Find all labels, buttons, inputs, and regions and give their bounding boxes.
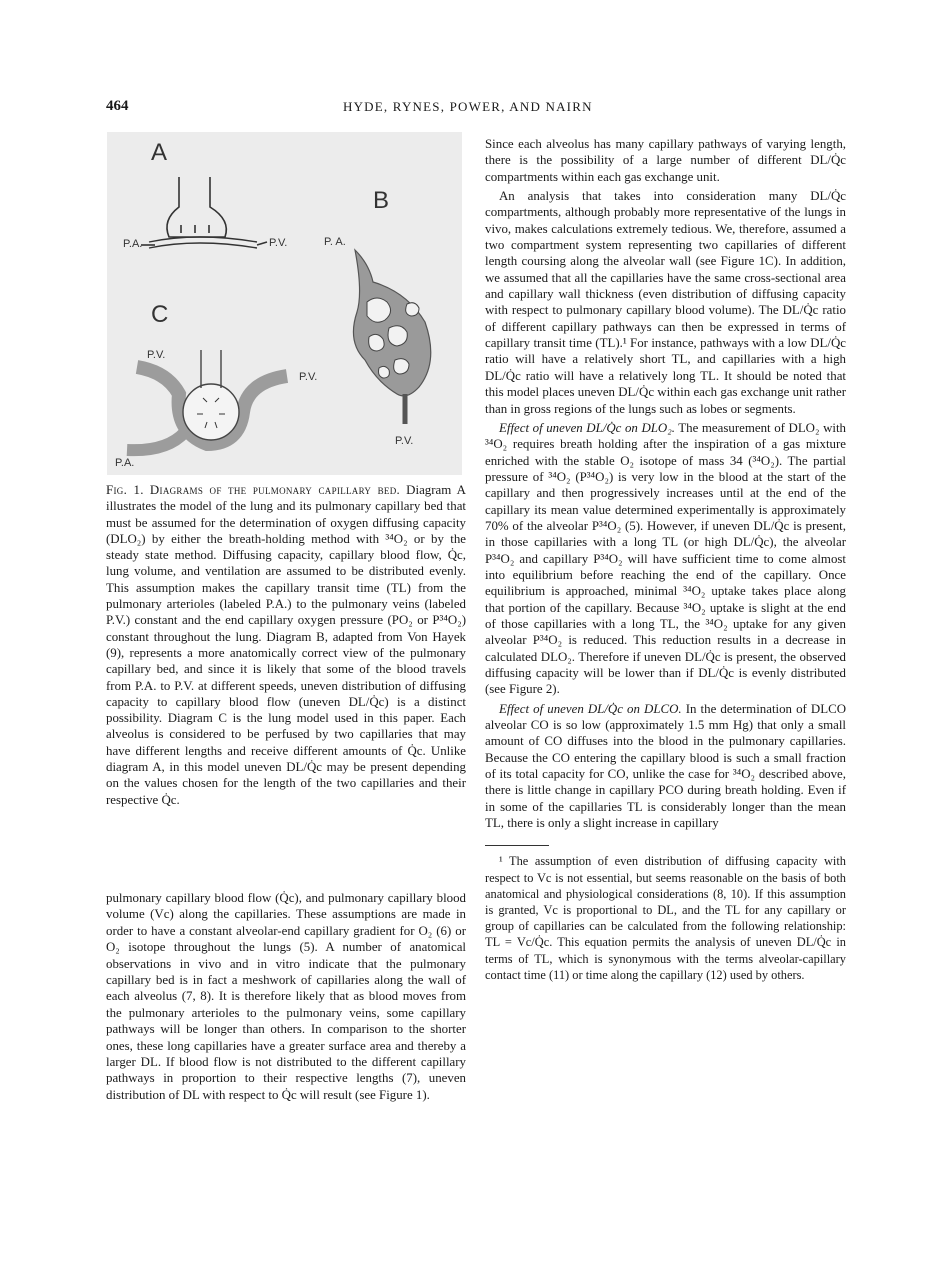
left-column-body: pulmonary capillary blood flow (Q̇c), and pulmonary capillary blood volume (Vc) along the capillaries. These assumptions are made in order to have a constant alveolar-end capillary gradient for O₂ (6) or O₂ isotope throughout the lungs (5). A number of anatomical observations in vivo and in vitro indicate that the pulmonary capillary bed is in fact a meshwork of capillaries along the wall of each alveolus (7, 8). It is therefore likely that as blood moves from the pulmonary arterioles to the pulmonary veins, some capillary pathways will be longer than others. In comparison to the shorter ones, these long capillaries have a greater surface area and thereby a larger DL. If blood flow is not distributed to the different capillary pathways in proportion to their respective lengths (7), uneven distribution of DL with respect to Q̇c will result (see Figure 1). [106,891,466,1102]
footnote: ¹ The assumption of even distribution of diffusing capacity with respect to Vc is not essential, but seems reasonable on the basis of both anatomical and physiological considerations (8, 10). If this assumption is granted, Vc is proportional to DL, and the TL for any capillary or group of capillaries can be calculated from the following relationship: TL = Vc/Q̇c. This equation permits the analysis of uneven DL/Q̇c in terms of TL, which is synonymous with the terms alveolar-capillary contact time (11) or time along the capillary (12) used by others. [485,854,846,982]
section-heading-dlco: Effect of uneven DL/Q̇c on DLCO. [499,701,682,716]
panel-a-alveolus [141,177,267,248]
paragraph-4-text: In the determination of DLCO alveolar CO is so low (approximately 1.5 mm Hg) that only a small amount of CO diffuses into the blood in the pulmonary capillaries. Because the CO entering the capillary blood is such a small fraction of its total capacity for CO, unlike the case for ³⁴O₂ described above, there is little change in capillary PCO during breath holding. Even if in some of the capillaries TL is considerably longer than the mean TL, there is only a slight increase in capillary [485,701,846,831]
caption-title: Diagrams of the pulmonary capillary bed. [149,483,401,497]
panel-b-pa-label: P. A. [324,236,346,248]
panel-c-pv-right-label: P.V. [299,371,318,383]
page-number: 464 [106,98,129,114]
running-title: HYDE, RYNES, POWER, AND NAIRN [343,99,593,114]
footnote-rule [485,845,549,846]
panel-c-letter: C [151,301,169,328]
panel-a-letter: A [151,139,168,166]
paragraph-2: An analysis that takes into consideration many DL/Q̇c compartments, although probably more representative of the lungs in vivo, makes calculations extremely tedious. We, therefore, assumed a two compartment system representing two capillaries of different length coursing along the alveolar wall (see Figure 1C). In addition, we assumed that all the capillaries have the same cross-sectional area and capillary wall thickness (even distribution of diffusing capacity with respect to pulmonary capillary blood volume). The DL/Q̇c ratio of different capillary pathways can then be expressed in terms of capillary transit time (TL).¹ For instance, pathways with a low DL/Q̇c ratio will have a relatively short TL, and capillaries with a high DL/Q̇c ratio will have a relatively long TL. It should be noted that this model places uneven DL/Q̇c within each gas exchange unit rather than in gross regions of the lungs such as lobes or segments. [485,189,846,416]
figure-1 [107,132,462,475]
panel-c-pv-left-label: P.V. [147,349,166,361]
panel-b-letter: B [373,187,390,214]
panel-a-pa-label: P.A. [123,238,143,250]
panel-c-pa-label: P.A. [115,457,135,469]
caption-label: Fig. 1. [106,483,144,497]
paragraph-4 [485,701,846,832]
figure-1-diagram [107,132,462,475]
panel-c-alveolus [127,350,287,450]
paragraph-3-text: The measurement of DLO₂ with ³⁴O₂ requires breath holding after the inspiration of a gas mixture enriched with the stable O₂ isotope of mass 34 (³⁴O₂). The partial pressure of ³⁴O₂ (P³⁴O₂) is very low in the blood at the start of the capillary and then progressively increases until at the end of the capillary its mean value determined experimentally is approximately 70% of the alveolar P³⁴O₂ (5). However, if uneven DL/Q̇c is present, in those capillaries with a long TL (or high DL/Q̇c), the alveolar P³⁴O₂ and capillary P³⁴O₂ will have sufficient time to come almost into equilibrium before reaching the end of the capillary. Once equilibrium is approached, minimal ³⁴O₂ uptake takes place along that portion of the capillary. Because ³⁴O₂ uptake is slight at the end of those capillaries with a long TL, the ³⁴O₂ uptake for any given alveolar P³⁴O₂ is reduced. This reduction results in a decrease in calculated DLO₂. Therefore if uneven DL/Q̇c is present, the observed diffusing capacity will be lower than if DL/Q̇c is evenly distributed (see Figure 2). [485,420,846,697]
paragraph-1: Since each alveolus has many capillary pathways of varying length, there is the possibility of a large number of different DL/Q̇c compartments within each gas exchange unit. [485,137,846,184]
caption-text: Diagram A illustrates the model of the lung and its pulmonary capillary bed that must be assumed for the determination of oxygen diffusing capacity (DLO₂) by either the breath-holding method with ³⁴O₂ or by the steady state method. Diffusing capacity, capillary blood flow, Q̇c, lung volume, and ventilation are assumed to be distributed evenly. This assumption makes the capillary transit time (TL) from the pulmonary arterioles (labeled P.A.) to the pulmonary veins (labeled P.V.) constant and the end capillary oxygen pressure (PO₂ or P³⁴O₂) constant throughout the lung. Diagram B, adapted from Von Hayek (9), represents a more anatomically correct view of the pulmonary capillary bed, and since it is likely that some of the blood travels from P.A. to P.V. at different speeds, uneven distribution of diffusing capacity to capillary blood flow (uneven DL/Q̇c) is a distinct possibility. Diagram C is the lung model used in this paper. Each alveolus is considered to be perfused by two capillaries that may have different lengths and receive different amounts of Q̇c. Unlike diagram A, in this model uneven DL/Q̇c may be present depending on the values chosen for the length of the two capillaries and their respective Q̇c. [106,483,466,807]
panel-b-capillary-network [353,250,430,424]
paragraph-3 [485,420,846,698]
section-heading-dlo2: Effect of uneven DL/Q̇c on DLO₂. [499,420,675,435]
figure-caption [106,482,466,808]
panel-a-pv-label: P.V. [269,237,288,249]
right-column [485,136,846,983]
panel-b-pv-label: P.V. [395,435,414,447]
